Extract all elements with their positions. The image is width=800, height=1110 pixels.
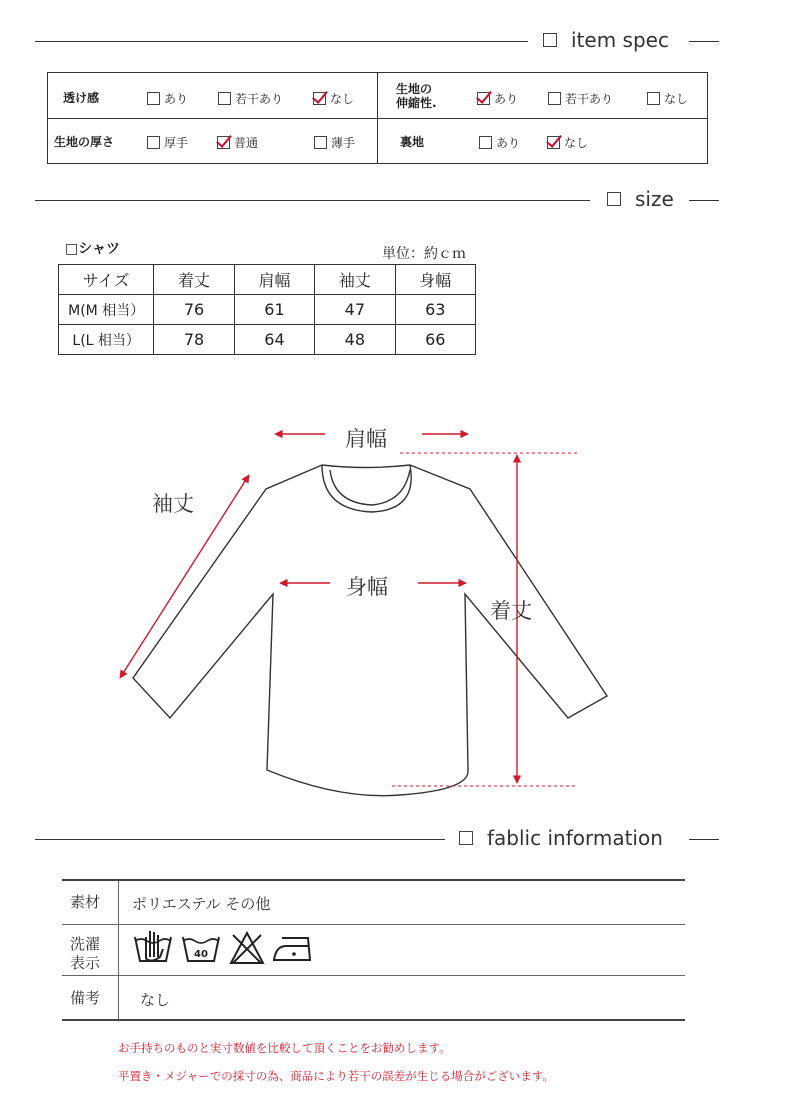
no-bleach-icon <box>228 929 266 967</box>
item-spec-title: item spec <box>543 28 669 52</box>
table-cell: 47 <box>315 295 395 325</box>
table-cell: 76 <box>154 295 234 325</box>
spec-option-lining-yes: あり <box>479 134 520 151</box>
spec-option-transparency-slight: 若干あり <box>218 90 283 107</box>
note-line-1: お手持ちのものと実寸数値を比較して頂くことをお勧めします。 <box>118 1041 451 1055</box>
size-table <box>58 264 476 355</box>
checkbox-icon <box>147 92 160 105</box>
spec-label-lining: 裏地 <box>400 135 425 149</box>
table-cell: 61 <box>234 295 314 325</box>
shirt-outline <box>133 465 607 796</box>
spec-option-thickness-normal: 普通 <box>217 134 258 151</box>
table-row <box>59 325 476 355</box>
section-checkbox-icon <box>459 831 473 845</box>
fabric-label-wash: 洗濯 表示 <box>70 935 101 972</box>
table-cell: 64 <box>234 325 314 355</box>
iron-low-icon <box>272 932 314 964</box>
item-spec-divider-left <box>35 41 528 42</box>
diagram-label-length: 着丈 <box>490 599 532 623</box>
size-title: size <box>607 187 674 211</box>
note-line-2: 平置き・メジャーでの採寸の為、商品により若干の誤差が生じる場合がございます。 <box>118 1069 554 1083</box>
table-cell: 63 <box>395 295 475 325</box>
fabric-divider-left <box>35 839 445 840</box>
table-header-cell: サイズ <box>59 265 154 295</box>
checked-checkbox-icon <box>477 92 490 105</box>
checkbox-icon <box>479 136 492 149</box>
checkbox-icon <box>314 136 327 149</box>
checked-checkbox-icon <box>217 136 230 149</box>
spec-option-stretch-slight: 若干あり <box>548 90 613 107</box>
fabric-label-material: 素材 <box>70 893 101 911</box>
checkbox-icon <box>147 136 160 149</box>
spec-option-transparency-yes: あり <box>147 90 188 107</box>
spec-option-stretch-none: なし <box>647 90 688 107</box>
svg-text:40: 40 <box>194 949 208 960</box>
diagram-label-shoulder: 肩幅 <box>345 427 387 451</box>
table-cell: L(L 相当） <box>59 325 154 355</box>
spec-label-thickness: 生地の厚さ <box>54 135 115 149</box>
fabric-value-remarks: なし <box>140 991 171 1009</box>
spec-option-thickness-thick: 厚手 <box>147 134 188 151</box>
table-header-cell: 身幅 <box>395 265 475 295</box>
section-checkbox-icon <box>607 192 621 206</box>
spec-option-stretch-yes: あり <box>477 90 518 107</box>
checkbox-icon <box>218 92 231 105</box>
size-table-caption: □シャツ <box>65 241 120 257</box>
spec-option-transparency-none: なし <box>313 90 354 107</box>
shirt-diagram <box>0 400 800 810</box>
table-header-cell: 着丈 <box>154 265 234 295</box>
wash-40-icon <box>180 929 222 967</box>
section-checkbox-icon <box>543 33 557 47</box>
diagram-label-sleeve: 袖丈 <box>152 492 194 516</box>
size-divider-right <box>689 200 719 201</box>
spec-option-lining-none: なし <box>547 134 588 151</box>
table-header-cell: 肩幅 <box>234 265 314 295</box>
table-header-cell: 袖丈 <box>315 265 395 295</box>
item-spec-divider-right <box>689 41 719 42</box>
diagram-label-body-width: 身幅 <box>346 575 388 599</box>
checked-checkbox-icon <box>313 92 326 105</box>
size-divider-left <box>35 200 590 201</box>
spec-label-transparency: 透け感 <box>63 91 100 105</box>
table-cell: 66 <box>395 325 475 355</box>
spec-option-thickness-thin: 薄手 <box>314 134 355 151</box>
fabric-value-material: ポリエステル その他 <box>132 895 271 913</box>
table-header-row <box>59 265 476 295</box>
spec-label-stretch: 生地の 伸縮性. <box>396 82 437 110</box>
fabric-title: fablic information <box>459 826 663 850</box>
hand-wash-icon <box>132 929 174 967</box>
size-table-unit: 単位：約ｃｍ <box>382 246 466 262</box>
table-cell: 48 <box>315 325 395 355</box>
table-cell: M(M 相当） <box>59 295 154 325</box>
fabric-label-remarks: 備考 <box>70 989 101 1007</box>
table-cell: 78 <box>154 325 234 355</box>
table-row <box>59 295 476 325</box>
checkbox-icon <box>548 92 561 105</box>
spec-grid-vdivider <box>377 73 378 163</box>
fabric-divider-right <box>689 839 719 840</box>
checked-checkbox-icon <box>547 136 560 149</box>
checkbox-icon <box>647 92 660 105</box>
